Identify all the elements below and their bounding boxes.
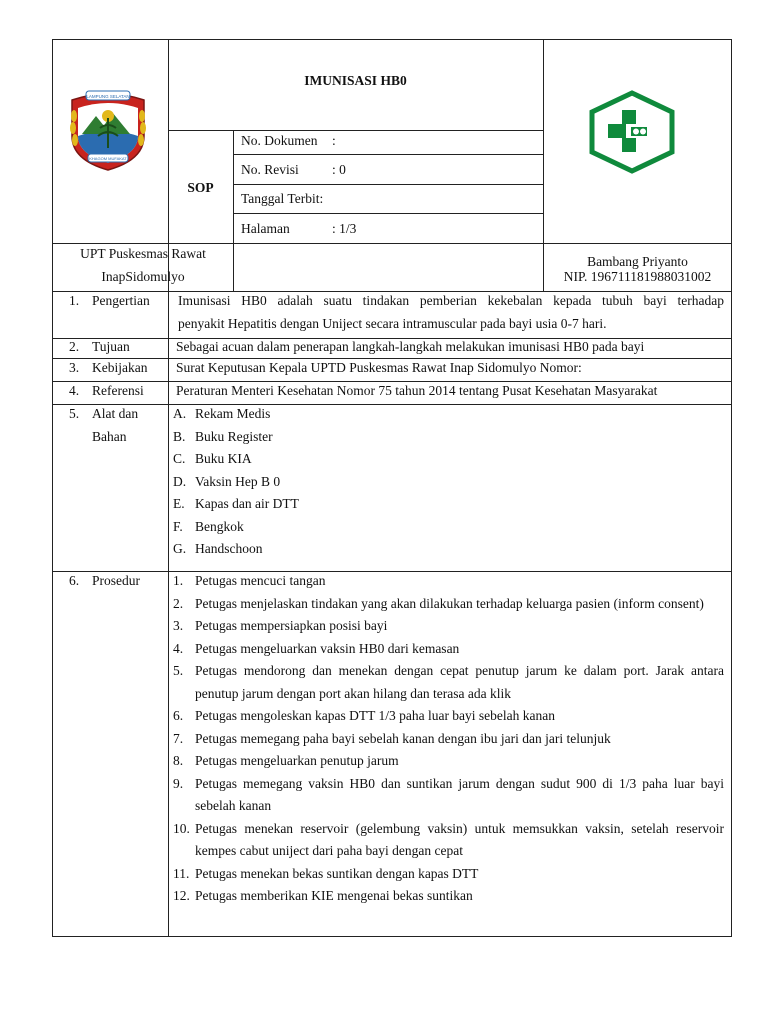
list-item [173,750,724,773]
list-item-text: Handschoon [195,541,263,556]
list-item [173,863,724,886]
list-item-text: Petugas memegang vaksin HB0 dan suntikan jarum dengan sudut 900 di 1/3 paha luar bayi sebelah kanan [195,775,724,813]
page-value: : 1/3 [332,221,357,236]
referensi-text: Peraturan Menteri Kesehatan Nomor 75 tahun 2014 tentang Pusat Kesehatan Masyarakat [176,383,658,398]
divider [233,154,543,155]
list-item [173,728,724,751]
svg-text:KHAGOM MUFAKAT: KHAGOM MUFAKAT [89,156,127,161]
list-item [173,471,723,494]
section-label-kebijakan: Kebijakan [92,360,148,375]
list-item-text: Buku Register [195,428,273,444]
list-item-text: Petugas menekan reservoir (gelembung vaksin) untuk memsukkan vaksin, setelah reservoir kempes cabut uniject dari paha bayi dengan cepat [195,820,724,858]
list-item [173,516,723,539]
issue-date-label: Tanggal Terbit: [241,191,324,206]
list-item-text: Petugas mendorong dan menekan dengan cepat penutup jarum ke dalam port. Jarak antara penutup jarum dengan port akan hilang dan terasa ada klik [195,663,724,701]
org-name-line2: InapSidomulyo [101,269,185,284]
section-number: 1. [69,293,80,308]
sop-label: SOP [187,180,214,195]
list-item [173,638,724,661]
org-name-line1: UPT Puskesmas Rawat [80,246,206,261]
list-item-number: 11. [173,865,190,881]
doc-number-label: No. Dokumen [241,133,318,148]
list-item [173,426,723,449]
page-label: Halaman [241,221,290,236]
section-label-tujuan: Tujuan [92,339,130,354]
lampung-selatan-logo [64,88,152,172]
list-item [173,818,724,863]
list-item-number: G. [173,541,187,556]
list-item-number: B. [173,428,186,444]
list-item-text: Rekam Medis [195,406,271,421]
list-item [173,660,724,705]
list-item-number: E. [173,496,185,511]
list-item-number: 2. [173,595,184,611]
list-item-text: Petugas mengeluarkan vaksin HB0 dari kemasan [195,640,460,656]
divider [233,184,543,185]
section-label-alat-line2: Bahan [92,429,127,444]
list-item-number: 5. [173,663,184,678]
list-item-number: 3. [173,618,184,633]
list-item [173,705,724,728]
list-item [173,885,724,908]
list-item-number: 10. [173,820,190,836]
divider [168,39,169,937]
list-item-text: Petugas menjelaskan tindakan yang akan dilakukan terhadap keluarga pasien (inform consent) [195,595,704,611]
list-item [173,615,724,638]
list-item-text: Kapas dan air DTT [195,496,299,511]
list-item-text: Vaksin Hep B 0 [195,473,281,489]
list-item-number: 12. [173,888,190,903]
list-item-number: 6. [173,708,184,723]
list-item [173,448,723,471]
kebijakan-text: Surat Keputusan Kepala UPTD Puskesmas Rawat Inap Sidomulyo Nomor: [176,360,582,375]
pengertian-text-line2: penyakit Hepatitis dengan Uniject secara intramuscular pada bayi usia 0-7 hari. [178,316,607,331]
list-item-text: Petugas mempersiapkan posisi bayi [195,618,388,633]
list-item [173,403,723,426]
section-number: 4. [69,383,80,398]
list-item-number: A. [173,406,187,421]
divider [233,213,543,214]
svg-text:LAMPUNG SELATAN: LAMPUNG SELATAN [86,94,130,99]
list-item [173,538,723,561]
list-item-text: Bengkok [195,518,244,534]
prosedur-list [173,570,724,908]
list-item-text: Petugas mencuci tangan [195,573,326,588]
revision-value: : 0 [332,162,346,177]
section-number: 2. [69,339,80,354]
section-label-pengertian: Pengertian [92,293,150,308]
list-item-number: 7. [173,730,184,746]
alat-bahan-list [173,403,723,561]
list-item [173,493,723,516]
list-item-number: C. [173,451,186,466]
pengertian-text-line1: Imunisasi HB0 adalah suatu tindakan pemberian kekebalan kepada tubuh bayi terhadap [178,293,724,308]
list-item [173,593,724,616]
signer-name: Bambang Priyanto [587,254,688,269]
document-title: IMUNISASI HB0 [304,73,407,88]
divider [168,130,543,131]
list-item-number: 1. [173,573,184,588]
section-number: 6. [69,573,80,588]
section-number: 5. [69,406,80,421]
revision-label: No. Revisi [241,162,299,177]
list-item-text: Petugas memberikan KIE mengenai bekas suntikan [195,888,473,903]
section-label-referensi: Referensi [92,383,144,398]
list-item [173,773,724,818]
doc-number-value: : [332,133,336,148]
puskesmas-logo [586,90,678,174]
list-item [173,570,724,593]
list-item-number: 9. [173,775,184,791]
list-item-text: Petugas mengeluarkan penutup jarum [195,753,399,768]
list-item-number: 8. [173,753,184,768]
section-label-prosedur: Prosedur [92,573,140,588]
list-item-text: Petugas memegang paha bayi sebelah kanan dengan ibu jari dan jari telunjuk [195,730,611,746]
signer-nip: NIP. 196711181988031002 [563,269,712,284]
section-label-alat-line1: Alat dan [92,406,139,421]
tujuan-text: Sebagai acuan dalam penerapan langkah-langkah melakukan imunisasi HB0 pada bayi [176,339,645,354]
list-item-text: Buku KIA [195,451,252,466]
list-item-text: Petugas mengoleskan kapas DTT 1/3 paha luar bayi sebelah kanan [195,708,556,723]
list-item-number: F. [173,518,183,534]
section-number: 3. [69,360,80,375]
list-item-number: 4. [173,640,184,656]
list-item-text: Petugas menekan bekas suntikan dengan kapas DTT [195,865,479,881]
list-item-number: D. [173,473,187,489]
